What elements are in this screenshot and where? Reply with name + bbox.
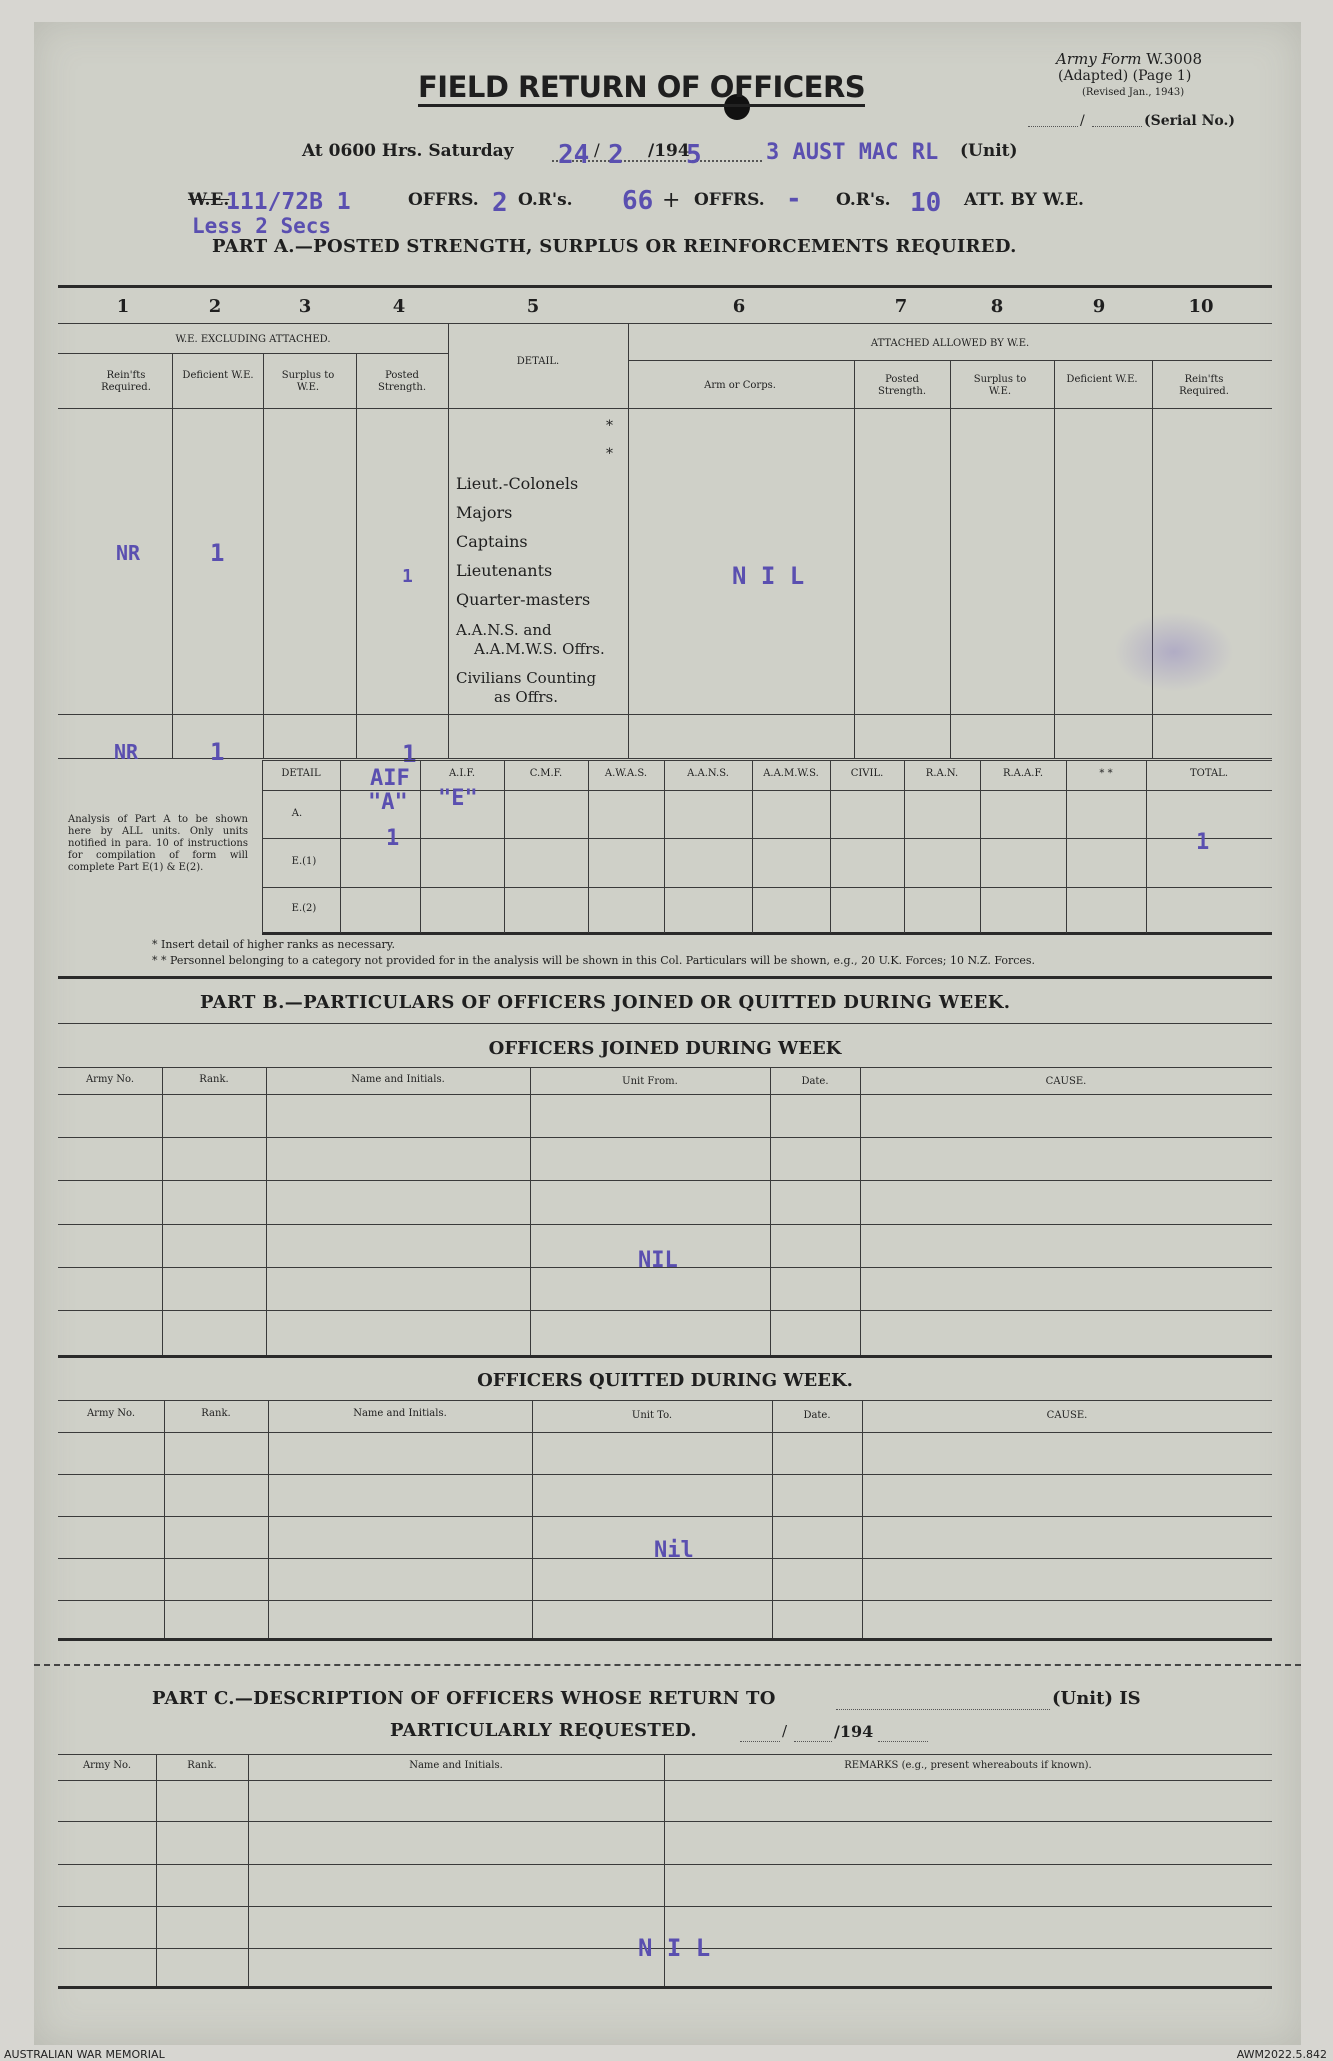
- deficient-stamp: 1: [210, 539, 225, 567]
- footer-left: AUSTRALIAN WAR MEMORIAL: [4, 2048, 165, 2061]
- analysis-head-aamws: A.A.M.W.S.: [763, 768, 819, 779]
- form-sheet: [34, 22, 1301, 2045]
- joined-head-army-no: Army No.: [85, 1074, 135, 1085]
- part-c-title-2: PARTICULARLY REQUESTED.: [390, 1720, 697, 1741]
- unit-label: (Unit): [960, 141, 1018, 161]
- analysis-head-raaf: R.A.A.F.: [1002, 768, 1044, 779]
- analysis-head-cmf: C.M.F.: [529, 768, 563, 779]
- part-c-top: [58, 1754, 1272, 1755]
- we-number-stamp: 111/72B 1: [226, 189, 351, 215]
- col-number-3: 3: [298, 296, 312, 317]
- col-number-6: 6: [732, 296, 746, 317]
- army-form-label: [1056, 50, 1202, 68]
- col-number-5: 5: [526, 296, 540, 317]
- quitted-top: [58, 1400, 1272, 1401]
- we-group-rule: [58, 353, 448, 354]
- asterisk-1: *: [606, 418, 613, 434]
- rank-civilians-2: as Offrs.: [494, 688, 558, 706]
- total-def-stamp: 1: [210, 738, 225, 766]
- analysis-vline-2: [420, 760, 421, 933]
- joined-title: OFFICERS JOINED DURING WEEK: [488, 1038, 842, 1059]
- quitted-head-cause: CAUSE.: [1046, 1410, 1088, 1421]
- part-c-row-1: [58, 1821, 1272, 1822]
- at-hours-label: At 0600 Hrs. Saturday: [302, 141, 514, 161]
- posted-stamp: 1: [402, 566, 413, 587]
- tear-line: [34, 1664, 1301, 1666]
- analysis-vline-5: [664, 760, 665, 933]
- analysis-head-other: * *: [1099, 768, 1113, 779]
- analysis-vline-11: [1146, 760, 1147, 933]
- joined-head-unit-from: Unit From.: [622, 1076, 678, 1087]
- analysis-one-stamp: 1: [386, 826, 400, 851]
- col-number-9: 9: [1092, 296, 1106, 317]
- att-offrs-label: OFFRS.: [694, 190, 765, 210]
- joined-head-date: Date.: [801, 1076, 829, 1087]
- quitted-vline-2: [268, 1400, 269, 1638]
- rank-lieutenants: Lieutenants: [456, 561, 553, 580]
- analysis-vline-10: [1066, 760, 1067, 933]
- part-c-bottom: [58, 1986, 1272, 1989]
- quitted-title: OFFICERS QUITTED DURING WEEK.: [477, 1370, 853, 1391]
- joined-vline-5: [860, 1067, 861, 1355]
- analysis-vline-9: [980, 760, 981, 933]
- analysis-vline-6: [752, 760, 753, 933]
- analysis-head-awas: A.W.A.S.: [604, 768, 648, 779]
- analysis-aif-stamp: AIF: [370, 766, 410, 791]
- head-surplus-att: Surplus to W.E.: [973, 374, 1027, 397]
- head-deficient-att: Deficient W.E.: [1066, 374, 1138, 385]
- joined-bottom: [58, 1355, 1272, 1358]
- detail-header: DETAIL.: [516, 356, 560, 367]
- footnote-2: * * Personnel belonging to a category not provided for in the analysis will be shown in this Col. Particulars will be shown, e.g., 20 U.K. Forces; 10 N.Z. Forces.: [152, 954, 1036, 967]
- analysis-head-detail: DETAIL: [281, 768, 321, 779]
- analysis-head-civil: CIVIL.: [850, 768, 884, 779]
- joined-row-3: [58, 1224, 1272, 1225]
- quitted-head-army-no: Army No.: [86, 1408, 136, 1419]
- serial-dots-2: [1092, 126, 1142, 127]
- form-number: W.3008: [1146, 50, 1203, 68]
- body-bottom-rule: [58, 714, 1272, 715]
- offrs-stamp: 2: [492, 188, 508, 218]
- quitted-row-4: [58, 1600, 1272, 1601]
- quitted-head-unit-to: Unit To.: [631, 1410, 673, 1421]
- joined-row-5: [58, 1310, 1272, 1311]
- totals-rule: [58, 758, 1272, 759]
- joined-row-1: [58, 1137, 1272, 1138]
- analysis-head-total: TOTAL.: [1189, 768, 1229, 779]
- analysis-note: Analysis of Part A to be shown here by ALL units. Only units notified in para. 10 of instructions for compilation of form will complete Part E(1) & E(2).: [68, 814, 248, 873]
- unit-stamp: 3 AUST MAC RL: [766, 140, 939, 165]
- quitted-vline-1: [164, 1400, 165, 1638]
- total-posted-stamp: 1: [402, 740, 417, 768]
- revised-label: (Revised Jan., 1943): [1082, 87, 1185, 98]
- quitted-vline-3: [532, 1400, 533, 1638]
- rank-quarter-masters: Quarter-masters: [456, 590, 591, 609]
- quitted-vline-5: [862, 1400, 863, 1638]
- quitted-head-name: Name and Initials.: [353, 1408, 447, 1419]
- col-number-1: 1: [116, 296, 130, 317]
- form-title: FIELD RETURN OF OFFICERS: [418, 70, 865, 107]
- date-day-stamp: 24: [558, 140, 590, 170]
- joined-head-rank: Rank.: [199, 1074, 229, 1085]
- part-c-unit-dots: [836, 1709, 1050, 1710]
- plus-sign: +: [662, 188, 681, 213]
- part-a-vline-4: [448, 323, 449, 758]
- part-c-vline-2: [248, 1754, 249, 1986]
- part-b-title-rule: [58, 1023, 1272, 1024]
- head-posted-we: Posted Strength.: [377, 370, 427, 393]
- head-posted-att: Posted Strength.: [877, 374, 927, 397]
- footnote-1: * Insert detail of higher ranks as necessary.: [152, 938, 396, 951]
- quitted-bottom: [58, 1638, 1272, 1641]
- col-number-4: 4: [392, 296, 406, 317]
- part-a-vline-2: [263, 353, 264, 758]
- joined-row-2: [58, 1180, 1272, 1181]
- analysis-vline-4: [588, 760, 589, 933]
- part-c-title-1: PART C.—DESCRIPTION OF OFFICERS WHOSE RETURN TO: [152, 1688, 776, 1709]
- asterisk-2: *: [606, 446, 613, 462]
- analysis-row-a: A.: [291, 808, 303, 819]
- col-number-7: 7: [894, 296, 908, 317]
- attached-nil-stamp: N I L: [732, 562, 805, 590]
- col-number-rule: [58, 323, 1272, 324]
- part-a-title: PART A.—POSTED STRENGTH, SURPLUS OR REINFORCEMENTS REQUIRED.: [212, 236, 1017, 257]
- analysis-head-rule: [262, 790, 1272, 791]
- analysis-total-stamp: 1: [1196, 830, 1210, 855]
- joined-vline-3: [530, 1067, 531, 1355]
- offrs-label: OFFRS.: [408, 190, 479, 210]
- part-c-nil-stamp: N I L: [638, 1934, 711, 1962]
- rank-majors: Majors: [456, 503, 513, 522]
- part-c-year-dots: [878, 1741, 928, 1742]
- part-b-title: PART B.—PARTICULARS OF OFFICERS JOINED OR QUITTED DURING WEEK.: [200, 992, 1011, 1013]
- joined-top: [58, 1067, 1272, 1068]
- att-by-we-label: ATT. BY W.E.: [964, 190, 1084, 210]
- part-c-head-remarks: REMARKS (e.g., present whereabouts if known).: [844, 1760, 1092, 1771]
- attached-allowed-header: ATTACHED ALLOWED BY W.E.: [870, 338, 1030, 349]
- part-c-slash: /: [782, 1722, 788, 1740]
- quitted-nil-stamp: Nil: [654, 1538, 694, 1563]
- quitted-row-1: [58, 1474, 1272, 1475]
- analysis-vline-7: [830, 760, 831, 933]
- joined-head-cause: CAUSE.: [1045, 1076, 1087, 1087]
- part-a-vline-8: [1054, 360, 1055, 758]
- rank-lieut-colonels: Lieut.-Colonels: [456, 474, 579, 493]
- part-a-vline-1: [172, 353, 173, 758]
- joined-head-rule: [58, 1094, 1272, 1095]
- part-c-head-rule: [58, 1780, 1272, 1781]
- part-c-year: /194: [834, 1722, 874, 1741]
- serial-dots-1: [1028, 126, 1078, 127]
- analysis-row-a-rule: [262, 838, 1272, 839]
- joined-head-name: Name and Initials.: [351, 1074, 445, 1085]
- analysis-head-aans: A.A.N.S.: [687, 768, 729, 779]
- less-secs-stamp: Less 2 Secs: [192, 214, 332, 238]
- quitted-head-rank: Rank.: [201, 1408, 231, 1419]
- analysis-row-e2: E.(2): [291, 903, 317, 914]
- att-ors-label: O.R's.: [836, 190, 891, 210]
- date-slash: /: [594, 141, 600, 161]
- rank-aamws: A.A.M.W.S. Offrs.: [474, 640, 605, 658]
- part-c-date-dots-2: [794, 1741, 832, 1742]
- part-c-head-rank: Rank.: [187, 1760, 217, 1771]
- analysis-head-ran: R.A.N.: [925, 768, 959, 779]
- serial-label: (Serial No.): [1144, 113, 1235, 129]
- quitted-row-2: [58, 1516, 1272, 1517]
- adapted-label: (Adapted) (Page 1): [1058, 68, 1192, 84]
- army-form-text: Army Form: [1056, 50, 1142, 68]
- rank-civilians: Civilians Counting: [456, 669, 597, 687]
- analysis-e-stamp: "E": [438, 786, 478, 811]
- joined-nil-stamp: NIL: [638, 1248, 678, 1273]
- quitted-head-date: Date.: [803, 1410, 831, 1421]
- part-a-vline-7: [950, 360, 951, 758]
- part-c-row-3: [58, 1906, 1272, 1907]
- part-a-vline-9: [1152, 360, 1153, 758]
- we-excluding-header: W.E. EXCLUDING ATTACHED.: [175, 334, 331, 345]
- part-a-vline-6: [854, 360, 855, 758]
- analysis-a-stamp: "A": [368, 790, 408, 815]
- analysis-row-e1: E.(1): [291, 856, 317, 867]
- analysis-vline-3: [504, 760, 505, 933]
- head-reinfts-att: Rein'fts Required.: [1179, 374, 1229, 397]
- date-month-stamp: 2: [608, 140, 624, 170]
- part-c-unit-is: (Unit) IS: [1052, 1688, 1141, 1709]
- ors-stamp: 66: [622, 186, 654, 216]
- year-digit-stamp: 5: [686, 140, 702, 170]
- analysis-bottom: [262, 932, 1272, 935]
- head-rule: [58, 408, 1272, 409]
- att-ors-stamp: 10: [910, 188, 942, 218]
- rank-captains: Captains: [456, 532, 528, 551]
- col-number-10: 10: [1188, 296, 1214, 317]
- head-deficient-we: Deficient W.E.: [182, 370, 254, 381]
- part-a-vline-5: [628, 323, 629, 758]
- quitted-vline-4: [772, 1400, 773, 1638]
- part-c-date-dots-1: [740, 1741, 780, 1742]
- serial-slash: /: [1080, 113, 1085, 129]
- analysis-head-aif: A.I.F.: [448, 768, 476, 779]
- col-number-2: 2: [208, 296, 222, 317]
- part-a-top-rule: [58, 285, 1272, 288]
- joined-vline-1: [162, 1067, 163, 1355]
- analysis-row-e1-rule: [262, 887, 1272, 888]
- part-c-head-army-no: Army No.: [82, 1760, 132, 1771]
- head-arm-corps: Arm or Corps.: [704, 380, 776, 391]
- part-b-top-rule: [58, 976, 1272, 979]
- joined-vline-2: [266, 1067, 267, 1355]
- footer-right: AWM2022.5.842: [1236, 2048, 1327, 2061]
- we-label: W.E.: [188, 190, 230, 210]
- ink-smudge: [1114, 612, 1234, 692]
- part-c-vline-1: [156, 1754, 157, 1986]
- part-c-row-2: [58, 1864, 1272, 1865]
- nr-stamp: NR: [116, 541, 141, 565]
- rank-aans: A.A.N.S. and: [456, 621, 552, 639]
- head-surplus-we: Surplus to W.E.: [281, 370, 335, 393]
- analysis-top: [262, 760, 1272, 761]
- analysis-vline-8: [904, 760, 905, 933]
- year-label: /194: [648, 141, 690, 161]
- joined-vline-4: [770, 1067, 771, 1355]
- quitted-head-rule: [58, 1432, 1272, 1433]
- part-a-vline-3: [356, 353, 357, 758]
- head-reinfts-we: Rein'fts Required.: [101, 370, 151, 393]
- ors-label: O.R's.: [518, 190, 573, 210]
- total-nr-stamp: NR: [114, 740, 139, 764]
- att-offrs-stamp: -: [786, 184, 802, 214]
- part-c-head-name: Name and Initials.: [409, 1760, 503, 1771]
- col-number-8: 8: [990, 296, 1004, 317]
